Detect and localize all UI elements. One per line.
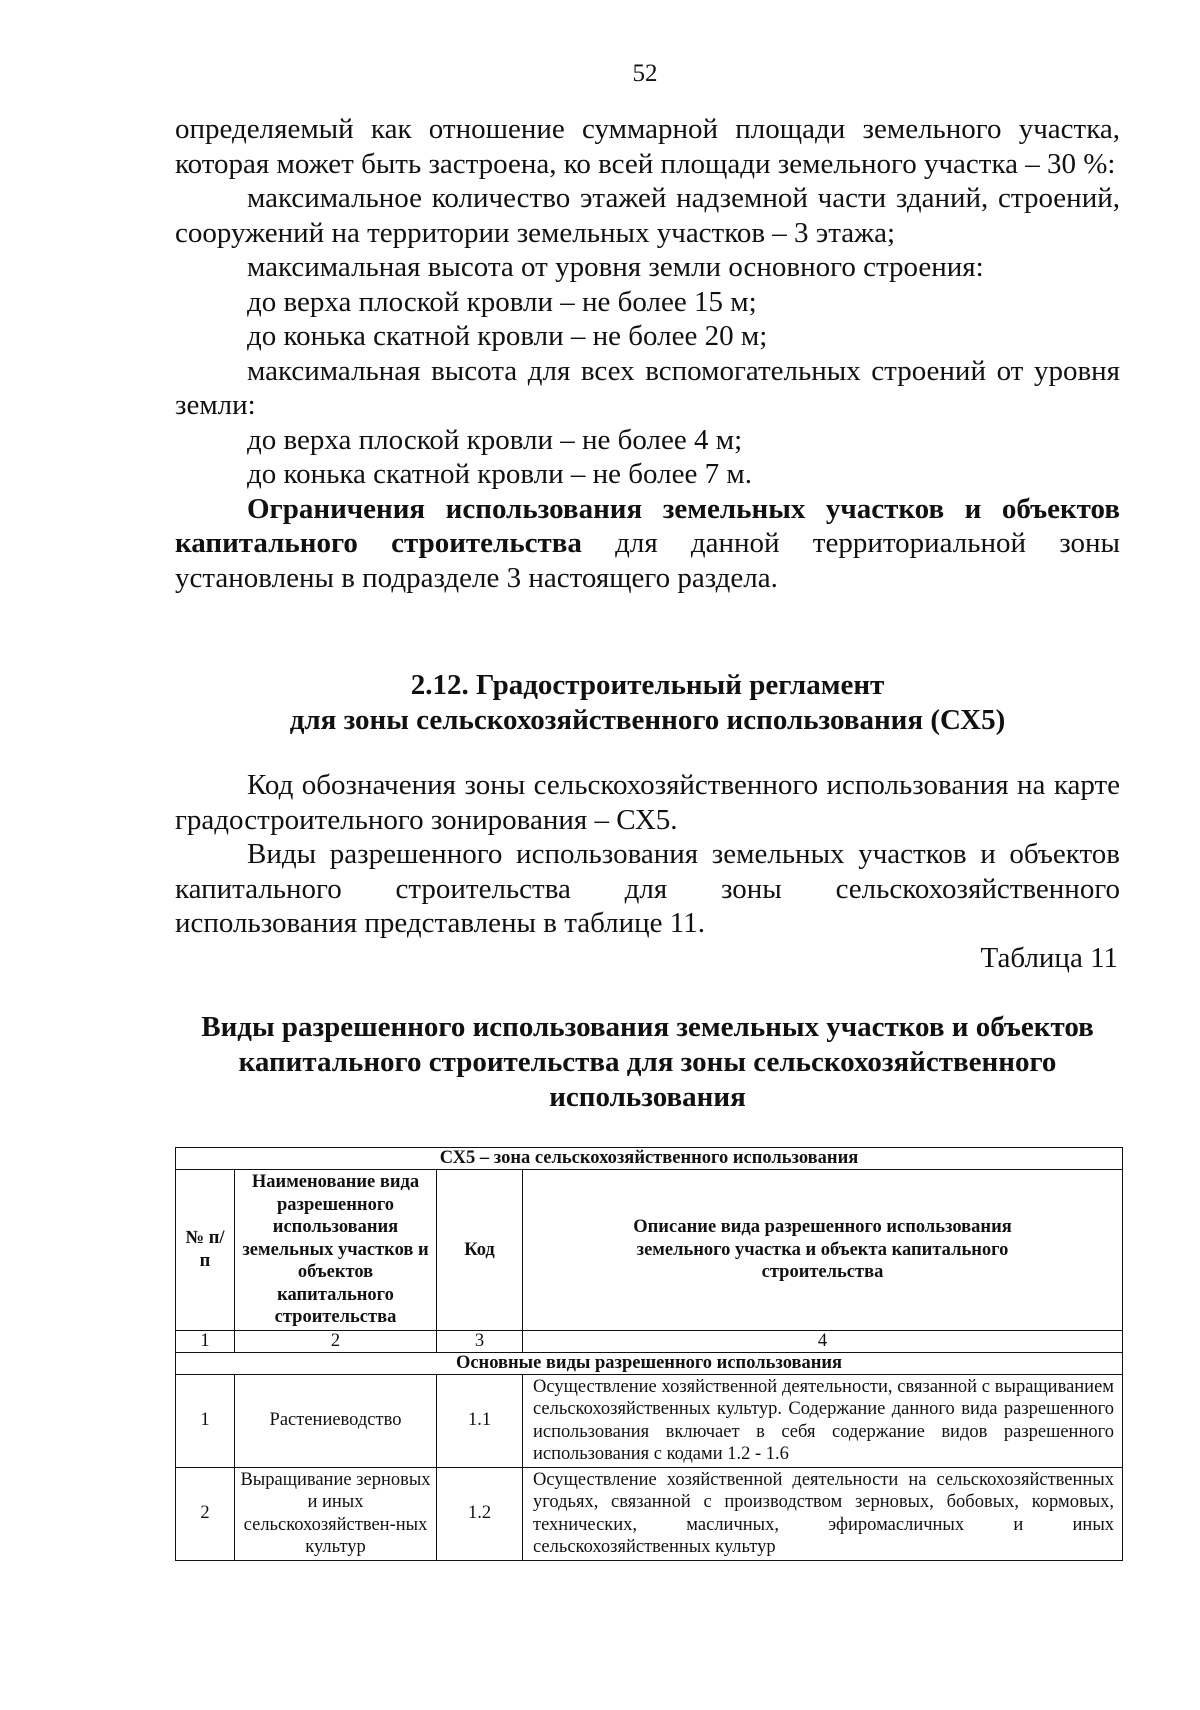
section-title-line-1: 2.12. Градостроительный регламент	[410, 669, 885, 701]
column-number-2: 2	[235, 1330, 437, 1352]
row-desc: Осуществление хозяйственной деятельности на сельскохозяйственных угодьях, связанной с производством зерновых, бобовых, кормовых, технических, масличных, эфиромасличных и иных сельскохозяйственных культур	[523, 1467, 1123, 1560]
table-title-line-2: капитального строительства для зоны сельскохозяйственного	[238, 1046, 1057, 1078]
row-num: 2	[176, 1467, 235, 1560]
section-paragraph-2: Виды разрешенного использования земельных участков и объектов капитального строительства для зоны сельскохозяйственного использования представлены в таблице 11.	[175, 838, 1120, 939]
restrictions-bold-text: Ограничения использования земельных участков и объектов капитального строительства	[175, 492, 1120, 559]
row-desc: Осуществление хозяйственной деятельности, связанной с выращиванием сельскохозяйственных культур. Содержание данного вида разрешенного использования включает в себя содержание видов разрешенного использования с кодами 1.2 - 1.6	[523, 1374, 1123, 1467]
table-title-line-3: использования	[549, 1081, 746, 1113]
row-code: 1.1	[437, 1374, 523, 1467]
section-title-line-2: для зоны сельскохозяйственного использования (СХ5)	[289, 704, 1006, 736]
intro-paragraph-6: максимальная высота для всех вспомогательных строений от уровня земли:	[175, 354, 1120, 421]
section-text	[175, 768, 1120, 941]
row-name: Выращивание зерновых и иных сельскохозяйствен-ных культур	[235, 1467, 437, 1560]
zone-header-cell: СХ5 – зона сельскохозяйственного использования	[176, 1148, 1123, 1170]
header-name: Наименование вида разрешенного использования земельных участков и объектов капитального строительства	[235, 1170, 437, 1331]
row-num: 1	[176, 1374, 235, 1467]
table-row	[176, 1374, 1123, 1467]
permitted-uses-table	[175, 1147, 1123, 1561]
section-title	[175, 668, 1120, 738]
zone-header-row	[176, 1148, 1123, 1170]
intro-paragraph-2: максимальное количество этажей надземной части зданий, строений, сооружений на территории земельных участков – 3 этажа;	[175, 182, 1120, 249]
intro-paragraph-9	[175, 492, 1120, 596]
restrictions-rest-text: для данной территориальной зоны установлены в подразделе 3 настоящего раздела.	[175, 527, 1121, 594]
column-number-3: 3	[437, 1330, 523, 1352]
column-number-4: 4	[523, 1330, 1123, 1352]
table-row	[176, 1467, 1123, 1560]
group-header-row	[176, 1352, 1123, 1374]
intro-paragraph-7: до верха плоской кровли – не более 4 м;	[247, 423, 743, 456]
intro-paragraph-5: до конька скатной кровли – не более 20 м;	[247, 320, 768, 352]
intro-paragraph-3: максимальная высота от уровня земли основного строения:	[247, 251, 984, 283]
group-header-main: Основные виды разрешенного использования	[176, 1352, 1123, 1374]
page-number: 52	[632, 60, 658, 87]
intro-paragraph-8: до конька скатной кровли – не более 7 м.	[247, 458, 752, 490]
header-desc: Описание вида разрешенного использования земельного участка и объекта капитального строительства	[523, 1170, 1123, 1331]
column-header-row	[176, 1170, 1123, 1331]
section-paragraph-1: Код обозначения зоны сельскохозяйственного использования на карте градостроительного зонирования – СХ5.	[175, 769, 1120, 836]
column-number-row	[176, 1330, 1123, 1352]
header-num: № п/п	[176, 1170, 235, 1331]
table-title	[175, 1010, 1120, 1115]
row-name: Растениеводство	[235, 1374, 437, 1467]
intro-paragraph-1: определяемый как отношение суммарной площади земельного участка, которая может быть застроена, ко всей площади земельного участка – 30 %:	[175, 113, 1120, 180]
intro-text	[175, 112, 1120, 595]
row-code: 1.2	[437, 1467, 523, 1560]
table-title-line-1: Виды разрешенного использования земельных участков и объектов	[201, 1011, 1094, 1043]
intro-paragraph-4: до верха плоской кровли – не более 15 м;	[247, 285, 757, 318]
header-code: Код	[437, 1170, 523, 1331]
table-label: Таблица 11	[980, 942, 1118, 974]
column-number-1: 1	[176, 1330, 235, 1352]
